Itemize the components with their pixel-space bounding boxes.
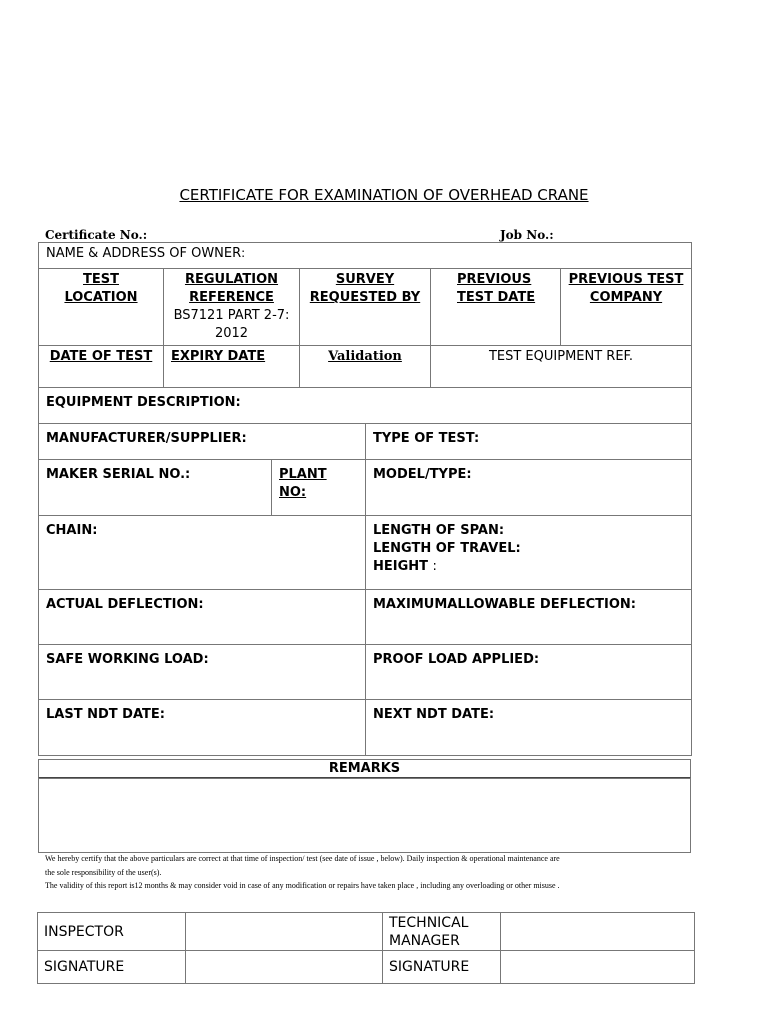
expiry-date-label: EXPIRY DATE	[171, 349, 266, 364]
type-of-test-cell[interactable]	[366, 424, 692, 460]
page-title: CERTIFICATE FOR EXAMINATION OF OVERHEAD CRANE	[179, 186, 589, 204]
plant-no-line2: NO:	[279, 485, 307, 500]
next-ndt-date-label: NEXT NDT DATE:	[373, 707, 495, 722]
signature-left-label-cell	[38, 951, 186, 984]
manufacturer-row	[39, 424, 692, 460]
test-info-row	[39, 269, 692, 346]
dates-row	[39, 346, 692, 388]
maker-serial-no-label: MAKER SERIAL NO.:	[46, 467, 191, 482]
inspector-label-cell	[38, 913, 186, 951]
owner-row	[39, 243, 692, 269]
previous-test-date-line1: PREVIOUS	[457, 272, 532, 287]
validation-label: Validation	[328, 349, 402, 364]
previous-test-date-cell[interactable]	[431, 269, 561, 346]
signature-right-field[interactable]	[501, 951, 695, 984]
inspector-label: INSPECTOR	[44, 923, 124, 940]
equipment-description-label: EQUIPMENT DESCRIPTION:	[46, 395, 241, 410]
survey-line1: SURVEY	[335, 272, 395, 287]
deflection-row	[39, 590, 692, 645]
last-ndt-date-label: LAST NDT DATE:	[46, 707, 165, 722]
max-allowable-deflection-label: MAXIMUMALLOWABLE DEFLECTION:	[373, 597, 637, 612]
owner-cell[interactable]	[39, 243, 692, 269]
equipment-description-row	[39, 388, 692, 424]
inspector-name-field[interactable]	[186, 913, 383, 951]
span-travel-height-cell[interactable]	[366, 516, 692, 590]
certificate-no-label: Certificate No.:	[45, 228, 148, 242]
certification-line-3: The validity of this report is12 months & may consider void in case of any modification or repairs have taken place , including any overloading or other misuse .	[45, 881, 560, 890]
test-location-line1: TEST	[83, 272, 119, 287]
certification-line-2: the sole responsibility of the user(s).	[45, 867, 162, 877]
manufacturer-supplier-cell[interactable]	[39, 424, 366, 460]
survey-requested-by-cell[interactable]	[300, 269, 431, 346]
safe-working-load-label: SAFE WORKING LOAD:	[46, 652, 209, 667]
plant-no-line1: PLANT	[279, 467, 327, 482]
signature-left-field[interactable]	[186, 951, 383, 984]
test-equipment-ref-cell[interactable]	[431, 346, 692, 388]
height-colon: :	[432, 559, 437, 574]
regulation-value-line1: BS7121 PART 2-7:	[173, 308, 290, 323]
actual-deflection-label: ACTUAL DEFLECTION:	[46, 597, 204, 612]
type-of-test-label: TYPE OF TEST:	[373, 431, 480, 446]
model-type-label: MODEL/TYPE:	[373, 467, 472, 482]
certification-statement	[45, 852, 690, 893]
height-label: HEIGHT	[373, 559, 429, 574]
previous-test-company-line1: PREVIOUS TEST	[568, 272, 684, 287]
serial-row	[39, 460, 692, 516]
regulation-reference-line2: REFERENCE	[189, 290, 274, 305]
signature-table	[37, 912, 695, 984]
inspector-row	[38, 913, 695, 951]
job-no-label: Job No.:	[500, 228, 554, 242]
technical-manager-name-field[interactable]	[501, 913, 695, 951]
last-ndt-date-cell[interactable]	[39, 700, 366, 756]
validation-cell[interactable]	[300, 346, 431, 388]
proof-load-applied-cell[interactable]	[366, 645, 692, 700]
previous-test-company-line2: COMPANY	[589, 290, 663, 305]
equipment-description-cell[interactable]	[39, 388, 692, 424]
date-of-test-cell[interactable]	[39, 346, 164, 388]
regulation-reference-line1: REGULATION	[184, 272, 279, 287]
remarks-field[interactable]	[38, 778, 691, 853]
signature-row	[38, 951, 695, 984]
length-of-span-label: LENGTH OF SPAN:	[373, 523, 505, 538]
load-row	[39, 645, 692, 700]
manufacturer-supplier-label: MANUFACTURER/SUPPLIER:	[46, 431, 247, 446]
maker-serial-no-cell[interactable]	[39, 460, 272, 516]
signature-right-label: SIGNATURE	[389, 959, 470, 975]
survey-line2: REQUESTED BY	[309, 290, 421, 305]
remarks-header: REMARKS	[38, 759, 691, 779]
chain-cell[interactable]	[39, 516, 366, 590]
safe-working-load-cell[interactable]	[39, 645, 366, 700]
next-ndt-date-cell[interactable]	[366, 700, 692, 756]
length-of-travel-label: LENGTH OF TRAVEL:	[373, 541, 521, 556]
signature-right-label-cell	[383, 951, 501, 984]
ndt-row	[39, 700, 692, 756]
model-type-cell[interactable]	[366, 460, 692, 516]
regulation-value-line2: 2012	[214, 326, 249, 341]
owner-label-colon: :	[241, 246, 246, 260]
date-of-test-label: DATE OF TEST	[49, 349, 153, 364]
chain-label: CHAIN:	[46, 523, 98, 538]
plant-no-cell[interactable]	[272, 460, 366, 516]
technical-manager-line1: TECHNICAL	[389, 914, 469, 931]
expiry-date-cell[interactable]	[164, 346, 300, 388]
proof-load-applied-label: PROOF LOAD APPLIED:	[373, 652, 540, 667]
previous-test-company-cell[interactable]	[561, 269, 692, 346]
crane-details-table	[38, 242, 692, 756]
chain-row	[39, 516, 692, 590]
test-equipment-ref-label: TEST EQUIPMENT REF.	[488, 349, 634, 364]
signature-left-label: SIGNATURE	[44, 959, 125, 975]
previous-test-date-line2: TEST DATE	[457, 290, 536, 305]
test-location-line2: LOCATION	[64, 290, 138, 305]
regulation-reference-cell[interactable]	[164, 269, 300, 346]
certification-line-1: We hereby certify that the above particulars are correct at that time of inspection/ test (see date of issue , below). Daily inspection & operational maintenance are	[45, 854, 560, 863]
actual-deflection-cell[interactable]	[39, 590, 366, 645]
test-location-cell[interactable]	[39, 269, 164, 346]
owner-label: NAME & ADDRESS OF OWNER	[46, 246, 242, 261]
technical-manager-line2: MANAGER	[389, 932, 460, 949]
technical-manager-label-cell	[383, 913, 501, 951]
max-allowable-deflection-cell[interactable]	[366, 590, 692, 645]
